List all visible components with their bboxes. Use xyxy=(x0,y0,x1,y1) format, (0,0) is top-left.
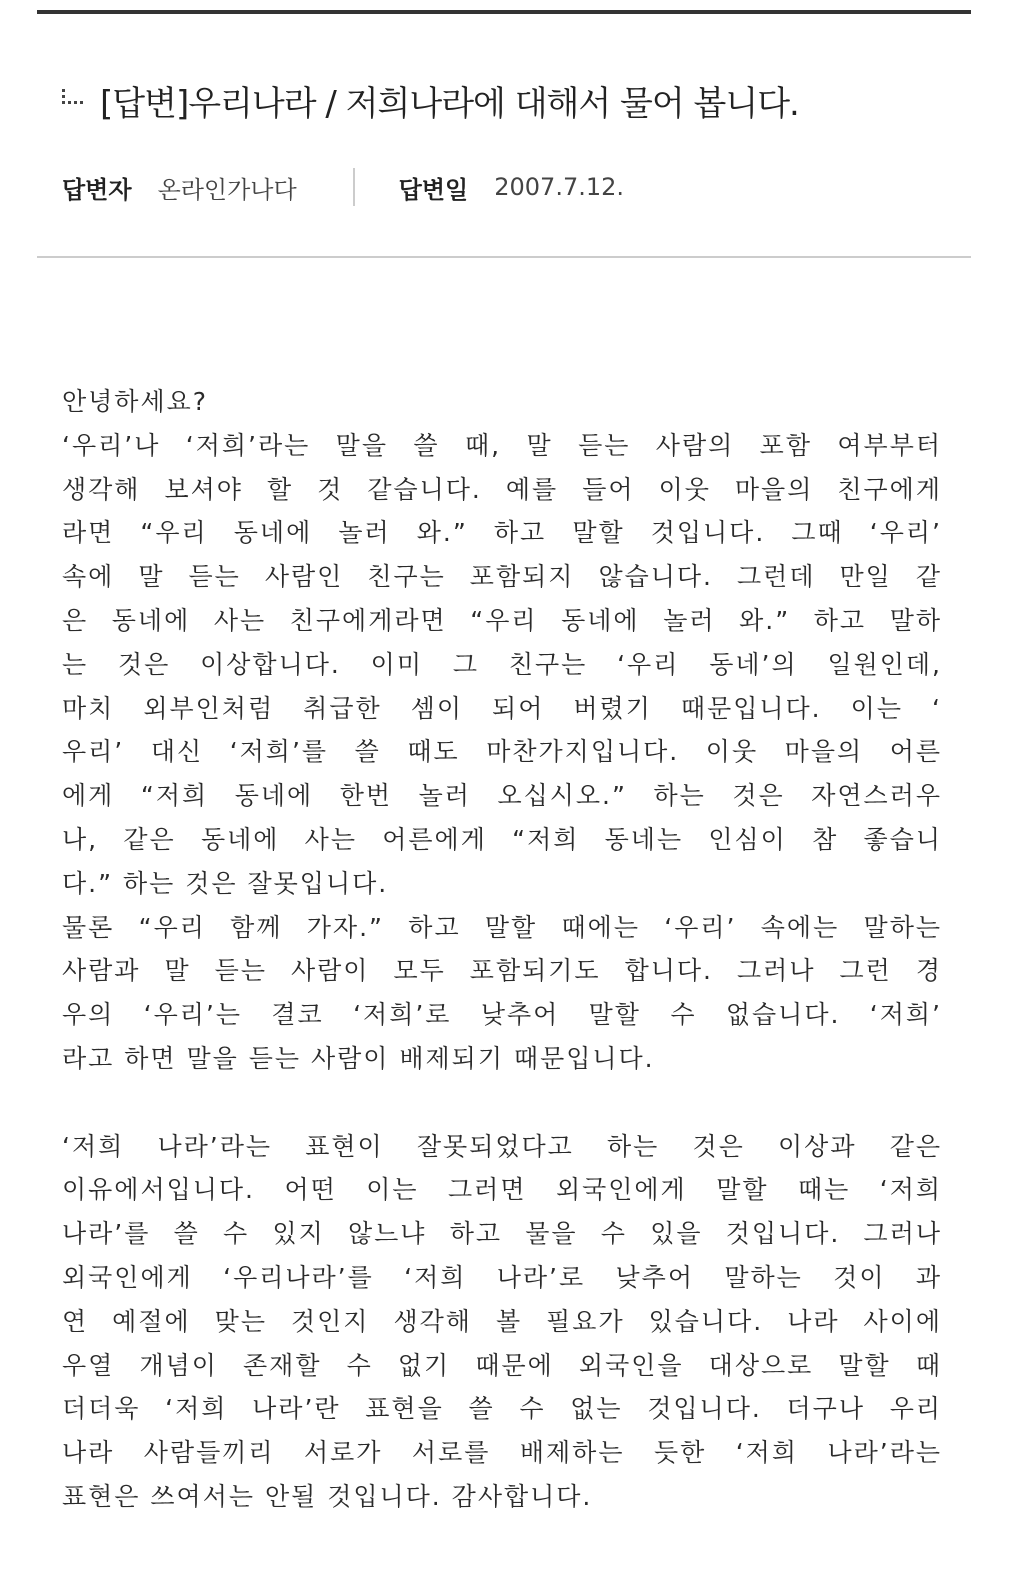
date-label: 답변일 xyxy=(398,175,469,204)
dotted-bullet-icon xyxy=(60,81,92,121)
body-line: 나라 사람들끼리 서로가 서로를 배제하는 듯한 ‘저희 나라’라는 xyxy=(62,1438,942,1468)
body-line: 안녕하세요? xyxy=(62,387,209,416)
answer-meta xyxy=(62,168,624,206)
body-line: 우열 개념이 존재할 수 없기 때문에 외국인을 대상으로 말할 때 xyxy=(62,1350,942,1380)
body-line: 우리’ 대신 ‘저희’를 쓸 때도 마찬가지입니다. 이웃 마을의 어른 xyxy=(62,737,942,767)
body-line: 더더욱 ‘저희 나라’란 표현을 쓸 수 없는 것입니다. 더구나 우리 xyxy=(62,1394,942,1424)
body-line: 사람과 말 듣는 사람이 모두 포함되기도 합니다. 그러나 그런 경 xyxy=(62,956,942,986)
body-line: 은 동네에 사는 친구에게라면 “우리 동네에 놀러 와.” 하고 말하 xyxy=(62,605,942,635)
body-line: 에게 “저희 동네에 한번 놀러 오십시오.” 하는 것은 자연스러우 xyxy=(62,781,942,811)
answerer-label: 답변자 xyxy=(62,175,132,204)
body-line: 표현은 쓰여서는 안될 것입니다. 감사합니다. xyxy=(62,1481,593,1511)
title-text: [답변]우리나라 / 저희나라에 대해서 물어 봅니다. xyxy=(100,84,799,124)
body-line: ‘우리’나 ‘저희’라는 말을 쓸 때, 말 듣는 사람의 포함 여부부터 xyxy=(62,430,942,460)
body-line: 우의 ‘우리’는 결코 ‘저희’로 낮추어 말할 수 없습니다. ‘저희’ xyxy=(62,1000,942,1030)
body-line: 외국인에게 ‘우리나라’를 ‘저희 나라’로 낮추어 말하는 것이 과 xyxy=(62,1262,942,1292)
body-line: 속에 말 듣는 사람인 친구는 포함되지 않습니다. 그런데 만일 같 xyxy=(62,562,942,592)
body-line: 다.” 하는 것은 잘못입니다. xyxy=(62,868,389,898)
body-line: 라고 하면 말을 듣는 사람이 배제되기 때문입니다. xyxy=(62,1043,655,1073)
top-border xyxy=(37,10,971,14)
answer-date: 2007.7.12. xyxy=(494,173,625,201)
answer-body xyxy=(62,380,942,1519)
body-line: 이유에서입니다. 어떤 이는 그러면 외국인에게 말할 때는 ‘저희 xyxy=(62,1175,942,1205)
body-line: 연 예절에 맞는 것인지 생각해 볼 필요가 있습니다. 나라 사이에 xyxy=(62,1306,942,1336)
answerer-name: 온라인가나다 xyxy=(157,175,297,204)
body-line: 마치 외부인처럼 취급한 셈이 되어 버렸기 때문입니다. 이는 ‘ xyxy=(62,693,942,723)
page-title xyxy=(60,76,799,125)
body-line: 는 것은 이상합니다. 이미 그 친구는 ‘우리 동네’의 일원인데, xyxy=(62,649,942,679)
meta-divider xyxy=(353,168,355,206)
body-line: 나라’를 쓸 수 있지 않느냐 하고 물을 수 있을 것입니다. 그러나 xyxy=(62,1219,942,1249)
body-line: ‘저희 나라’라는 표현이 잘못되었다고 하는 것은 이상과 같은 xyxy=(62,1131,942,1161)
body-line: 물론 “우리 함께 가자.” 하고 말할 때에는 ‘우리’ 속에는 말하는 xyxy=(62,912,942,942)
body-line: 라면 “우리 동네에 놀러 와.” 하고 말할 것입니다. 그때 ‘우리’ xyxy=(62,518,942,548)
header-divider xyxy=(37,256,971,258)
body-line: 나, 같은 동네에 사는 어른에게 “저희 동네는 인심이 참 좋습니 xyxy=(62,824,942,854)
body-line: 생각해 보셔야 할 것 같습니다. 예를 들어 이웃 마을의 친구에게 xyxy=(62,474,942,504)
blank-line xyxy=(62,1081,942,1125)
